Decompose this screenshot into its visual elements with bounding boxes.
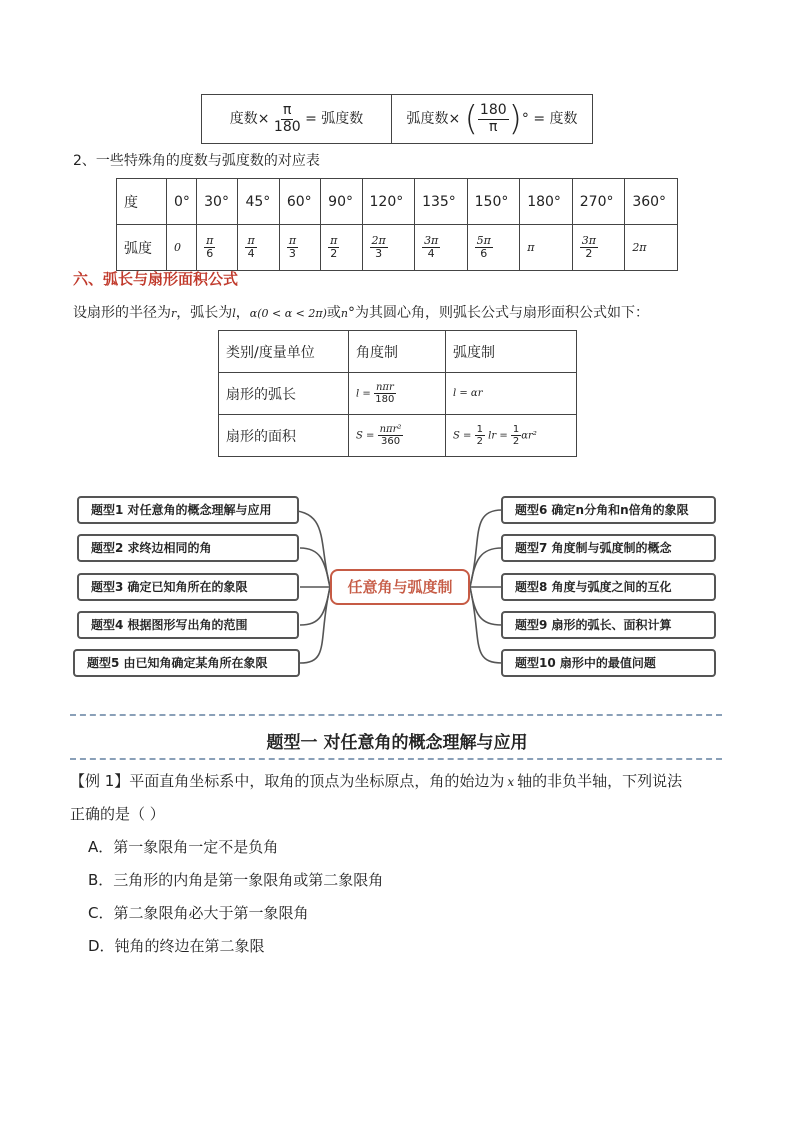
frac-num: π [283,102,292,119]
degree-cell: 30° [197,179,238,225]
frac-num: 1 [476,424,483,435]
frac-num: 3π [581,233,596,247]
intro-text: °为其圆心角，则弧长公式与扇形面积公式如下： [347,305,649,321]
degree-cell: 360° [625,179,678,225]
mindmap-type-2: 题型2 求终边相同的角 [77,534,299,562]
degree-cell: 0° [167,179,197,225]
frac-den: π [489,118,498,135]
degree-cell: 135° [415,179,468,225]
section-one-title: 题型一 对任意角的概念理解与应用 [266,733,528,753]
radian-value: π [527,241,535,254]
section-divider-top [70,714,722,716]
example-text: 【例 1】平面直角坐标系中，取角的顶点为坐标原点，角的始边为 [70,772,505,790]
frac-den: 6 [206,247,214,260]
frac-den: 180 [375,394,395,405]
intro-text: ， [235,305,250,321]
n-symbol: n [340,307,348,320]
frac-den: 2 [476,436,483,447]
frac-den: 6 [480,247,488,260]
frac-num: π [288,233,297,247]
section-six-title: 六、弧长与扇形面积公式 [73,270,239,288]
frac-num: 2π [371,233,386,247]
degree-row-label: 度 [117,179,167,225]
frac-num: π [247,233,255,247]
degree-cell: 150° [467,179,520,225]
intro-text: 设扇形的半径为 [73,305,171,321]
formula-text: S = [453,430,472,442]
special-angle-heading: 2、一些特殊角的度数与弧度数的对应表 [73,153,320,169]
formula-text: l = αr [453,388,483,399]
formula-text: S = [356,430,375,442]
degree-cell: 60° [279,179,320,225]
radian-value: 2π [632,241,647,254]
alpha-range: α(0 < α < 2π) [249,307,327,320]
example-line-1 [70,770,682,791]
formula-text: = 弧度数 [305,111,364,127]
example-line-2: 正确的是（ ） [70,805,165,823]
frac-den: 3 [375,247,383,260]
mindmap-type-7: 题型7 角度制与弧度制的概念 [501,534,716,562]
frac-den: 4 [427,247,435,260]
example-text: 轴的非负半轴，下列说法 [517,772,683,790]
frac-num: 180 [479,102,507,119]
degree-cell: 45° [238,179,279,225]
formula-text: 度数× [229,111,270,127]
degree-cell: 180° [520,179,573,225]
frac-num: π [330,233,338,247]
frac-num: 1 [512,424,520,435]
arc-length-label: 扇形的弧长 [219,373,349,415]
frac-den: 180 [273,118,301,135]
degree-cell: 120° [362,179,415,225]
formula-text: lr = [488,430,508,442]
intro-text: 或 [326,305,341,321]
option-c: C．第二象限角必大于第一象限角 [88,904,309,922]
frac-num: 3π [424,233,439,247]
option-a: A．第一象限角一定不是负角 [88,838,279,856]
area-label: 扇形的面积 [219,415,349,457]
mindmap-type-10: 题型10 扇形中的最值问题 [501,649,716,677]
frac-den: 360 [380,436,401,447]
radius-symbol: r [171,307,177,320]
arc-length-symbol: l [232,307,236,320]
mindmap-type-8: 题型8 角度与弧度之间的互化 [501,573,716,601]
paren-open: ( [464,99,478,139]
mindmap-center: 任意角与弧度制 [330,569,470,605]
mindmap-type-4: 题型4 根据图形写出角的范围 [77,611,299,639]
frac-den: 2 [512,436,520,447]
mindmap-type-9: 题型9 扇形的弧长、面积计算 [501,611,716,639]
mindmap-type-6: 题型6 确定n分角和n倍角的象限 [501,496,716,524]
mindmap-type-5: 题型5 由已知角确定某角所在象限 [73,649,300,677]
formula-text: αr² [521,430,537,442]
connector-left-2 [300,548,330,587]
radian-row-label: 弧度 [117,225,167,271]
frac-den: 3 [288,247,296,260]
x-symbol: x [507,775,515,789]
section-divider-bottom [70,758,722,760]
header-degree: 角度制 [349,331,446,373]
header-category: 类别/度量单位 [219,331,349,373]
frac-num: nπr² [379,424,402,435]
paren-close: ) [508,99,522,139]
frac-num: nπr [375,382,394,393]
frac-den: 2 [585,247,593,260]
connector-right-2 [470,548,502,587]
mindmap-type-3: 题型3 确定已知角所在的象限 [77,573,299,601]
intro-text: ，弧长为 [176,305,233,321]
degree-cell: 270° [572,179,625,225]
frac-num: π [206,233,214,247]
formula-text: l = [356,388,371,400]
option-d: D．钝角的终边在第二象限 [88,937,265,955]
option-b: B．三角形的内角是第一象限角或第二象限角 [88,871,384,889]
frac-den: 4 [247,247,255,260]
frac-num: 5π [476,233,491,247]
degree-cell: 90° [321,179,362,225]
header-radian: 弧度制 [446,331,577,373]
mindmap-type-1: 题型1 对任意角的概念理解与应用 [77,496,299,524]
formula-text: 弧度数× [406,111,461,127]
formula-text: ° = 度数 [521,111,578,127]
radian-value: 0 [174,241,181,254]
frac-den: 2 [330,247,338,260]
